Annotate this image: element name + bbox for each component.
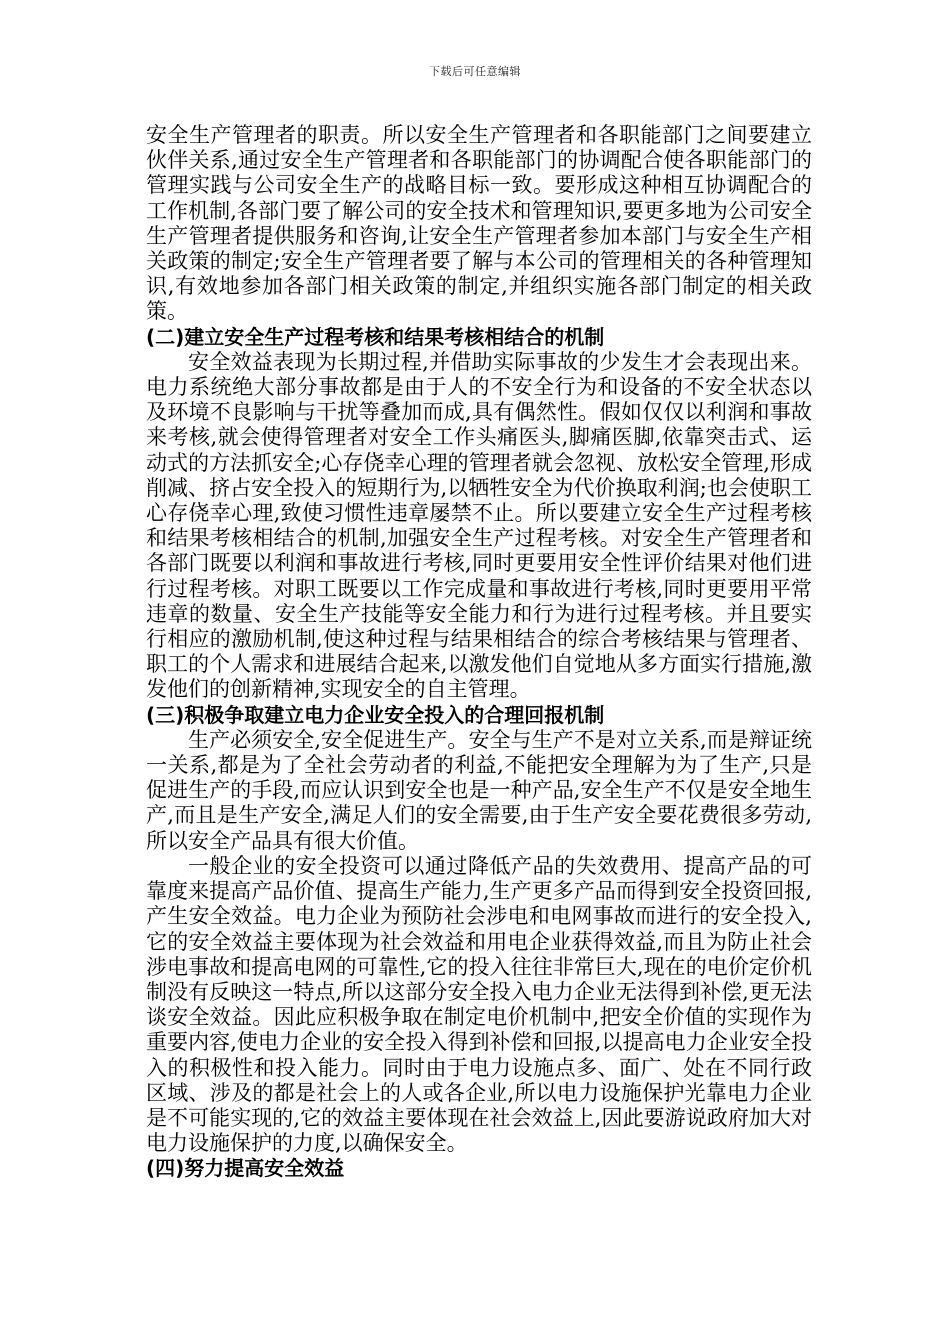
paragraph-3: 生产必须安全,安全促进生产。安全与生产不是对立关系,而是辩证统一关系,都是为了全社会劳动者的利益,不能把安全理解为为了生产,只是促进生产的手段,而应认识到安全也是一种产品,安全生产不仅是安全地生产,而且是生产安全,满足人们的安全需要,由于生产安全要花费很多劳动,所以安全产品具有很大价值。 (146, 727, 812, 853)
paragraph-1: 安全生产管理者的职责。所以安全生产管理者和各职能部门之间要建立伙伴关系,通过安全生产管理者和各职能部门的协调配合使各职能部门的管理实践与公司安全生产的战略目标一致。要形成这种相互协调配合的工作机制,各部门要了解公司的安全技术和管理知识,要更多地为公司安全生产管理者提供服务和咨询,让安全生产管理者参加本部门与安全生产相关政策的制定;安全生产管理者要了解与本公司的管理相关的各种管理知识,有效地参加各部门相关政策的制定,并组织实施各部门制定的相关政策。 (146, 123, 812, 324)
section-heading-3: (三)积极争取建立电力企业安全投入的合理回报机制 (146, 702, 605, 727)
section-heading-2: (二)建立安全生产过程考核和结果考核相结合的机制 (146, 324, 605, 349)
paragraph-4: 一般企业的安全投资可以通过降低产品的失效费用、提高产品的可靠度来提高产品价值、提高生产能力,生产更多产品而得到安全投资回报,产生安全效益。电力企业为预防社会涉电和电网事故而进行的安全投入,它的安全效益主要体现为社会效益和用电企业获得效益,而且为防止社会涉电事故和提高电网的可靠性,它的投入往往非常巨大,现在的电价定价机制没有反映这一特点,所以这部分安全投入电力企业无法得到补偿,更无法谈安全效益。因此应积极争取在制定电价机制中,把安全价值的实现作为重要内容,使电力企业的安全投入得到补偿和回报,以提高电力企业安全投入的积极性和投入能力。同时由于电力设施点多、面广、处在不同行政区域、涉及的都是社会上的人或各企业,所以电力设施保护光靠电力企业是不可能实现的,它的效益主要体现在社会效益上,因此要游说政府加大对电力设施保护的力度,以确保安全。 (146, 853, 812, 1156)
document-body (146, 123, 812, 1182)
page-header: 下载后可任意编辑 (429, 65, 521, 78)
section-heading-4: (四)努力提高安全效益 (146, 1156, 345, 1181)
paragraph-2: 安全效益表现为长期过程,并借助实际事故的少发生才会表现出来。电力系统绝大部分事故都是由于人的不安全行为和设备的不安全状态以及环境不良影响与干扰等叠加而成,具有偶然性。假如仅仅以利润和事故来考核,就会使得管理者对安全工作头痛医头,脚痛医脚,依靠突击式、运动式的方法抓安全;心存侥幸心理的管理者就会忽视、放松安全管理,形成削减、挤占安全投入的短期行为,以牺牲安全为代价换取利润;也会使职工心存侥幸心理,致使习惯性违章屡禁不止。所以要建立安全生产过程考核和结果考核相结合的机制,加强安全生产过程考核。对安全生产管理者和各部门既要以利润和事故进行考核,同时更要用安全性评价结果对他们进行过程考核。对职工既要以工作完成量和事故进行考核,同时更要用平常违章的数量、安全生产技能等安全能力和行为进行过程考核。并且要实行相应的激励机制,使这种过程与结果相结合的综合考核结果与管理者、职工的个人需求和进展结合起来,以激发他们自觉地从多方面实行措施,激发他们的创新精神,实现安全的自主管理。 (146, 349, 812, 702)
